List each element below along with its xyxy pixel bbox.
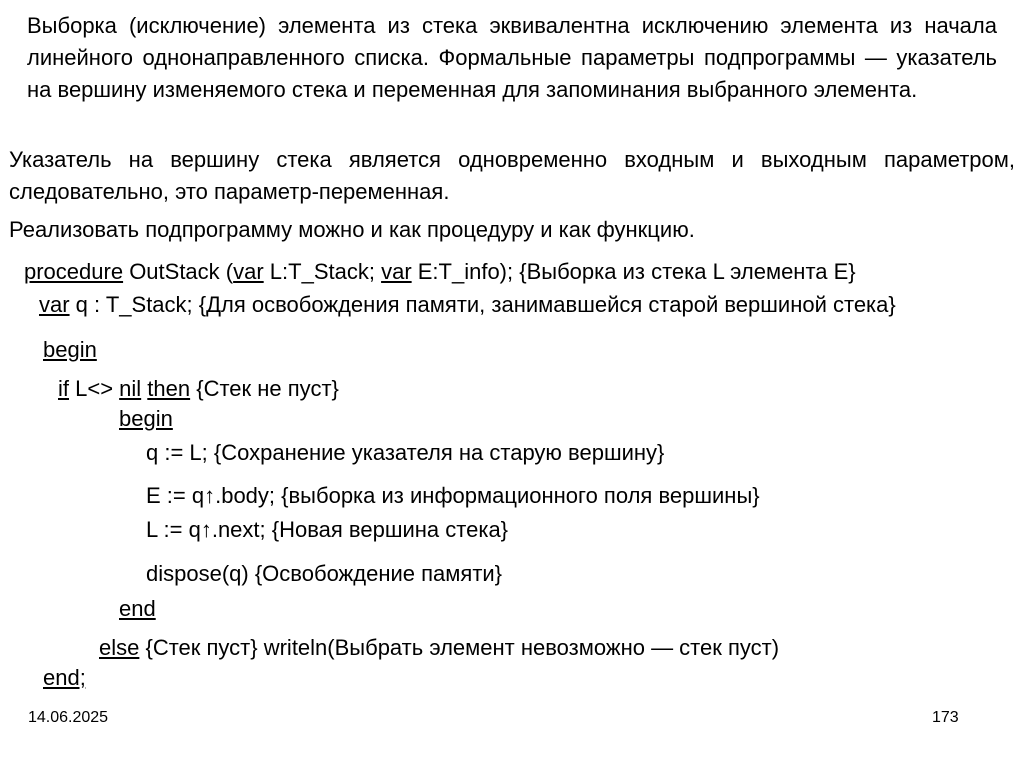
keyword-else: else (99, 635, 140, 660)
keyword-nil: nil (119, 376, 142, 401)
code-text: L<> (69, 376, 120, 401)
code-line-read-body (146, 482, 760, 510)
code-text: {Стек пуст} writeln(Выбрать элемент невозможно — стек пуст) (139, 635, 780, 660)
code-line-procedure-header (24, 258, 856, 286)
footer-date: 14.06.2025 (28, 709, 109, 726)
code-text: L := q↑.next; {Новая вершина стека} (146, 517, 509, 542)
code-line-inner-end (119, 595, 156, 623)
code-text: dispose(q) {Освобождение памяти} (146, 561, 503, 586)
paragraph-pointer-param: Указатель на вершину стека является одновременно входным и выходным параметром, следовательно, это параметр-переменная. (9, 147, 1015, 204)
code-text: {Стек не пуст} (190, 376, 339, 401)
keyword-var: var (233, 259, 264, 284)
keyword-begin: begin (119, 406, 173, 431)
code-text: E:T_info); {Выборка из стека L элемента E} (411, 259, 856, 284)
paragraph-intro: Выборка (исключение) элемента из стека эквивалентна исключению элемента из начала линейного однонаправленного списка. Формальные параметры подпрограммы — указатель на вершину изменяемого стека и переменная для запоминания выбранного элемента. (27, 13, 997, 102)
keyword-then: then (147, 376, 191, 401)
code-line-var-declaration (39, 291, 896, 319)
code-text: E := q↑.body; {выборка из информационного поля вершины} (146, 483, 760, 508)
code-line-end (43, 664, 86, 692)
keyword-procedure: procedure (24, 259, 124, 284)
keyword-var: var (381, 259, 412, 284)
code-text: OutStack ( (123, 259, 234, 284)
code-text: q : T_Stack; {Для освобождения памяти, занимавшейся старой вершиной стека} (69, 292, 896, 317)
keyword-if: if (58, 376, 69, 401)
code-line-else (99, 634, 779, 662)
code-line-dispose (146, 560, 502, 588)
keyword-begin: begin (43, 337, 97, 362)
keyword-end: end; (43, 665, 86, 690)
keyword-end: end (119, 596, 156, 621)
code-line-if (58, 375, 339, 403)
code-line-save-pointer (146, 439, 664, 467)
code-text: L:T_Stack; (263, 259, 382, 284)
paragraph-implementation: Реализовать подпрограмму можно и как процедуру и как функцию. (9, 217, 695, 242)
page-number: 173 (932, 709, 959, 726)
code-line-begin (43, 336, 97, 364)
code-text: q := L; {Сохранение указателя на старую вершину} (146, 440, 665, 465)
code-line-inner-begin (119, 405, 173, 433)
code-line-new-top (146, 516, 508, 544)
keyword-var: var (39, 292, 70, 317)
